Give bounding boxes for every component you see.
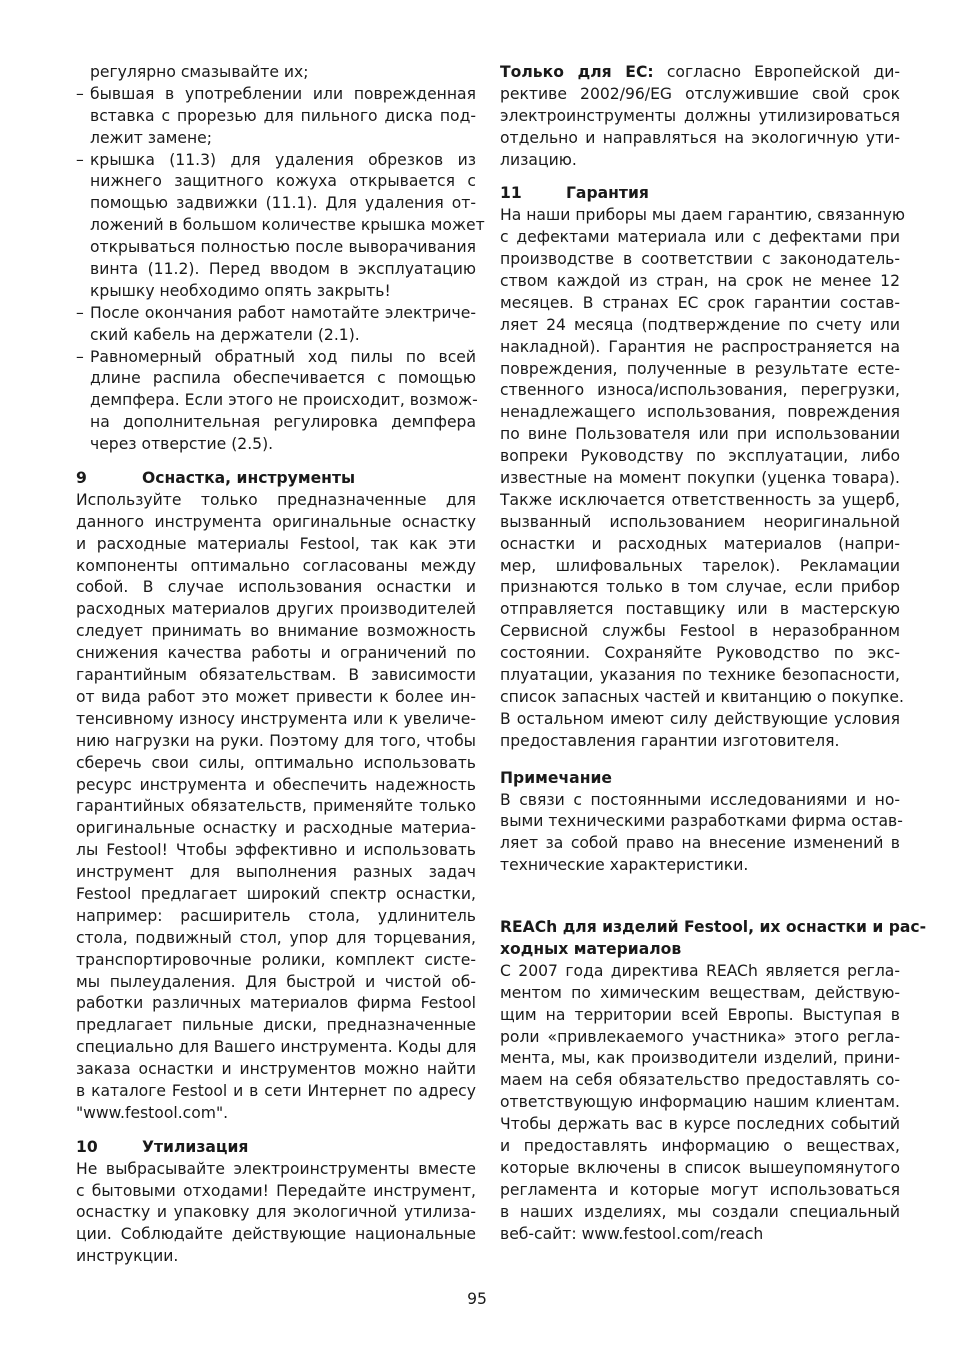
section-title: Гарантия	[566, 184, 649, 203]
text-line: ством каждой из стран, на срок не менее 12	[500, 272, 900, 291]
text-line: нижнего защитного кожуха открывается с	[90, 172, 476, 191]
text-line: по вине Пользователя или при использовании	[500, 425, 900, 444]
text-line: с бытовыми отходами! Передайте инструмент,	[76, 1181, 476, 1200]
text-line: следует принимать во внимание возможность	[76, 622, 476, 641]
text-line: Чтобы держать вас в курсе последних событий	[500, 1115, 900, 1134]
text-line: инструмент для выполнения разных задач	[76, 863, 476, 882]
text-line: оригинальные оснастку и расходные материа-	[76, 819, 476, 838]
section-body	[76, 1159, 476, 1268]
section-heading: Примечание	[500, 768, 612, 787]
text-line: технические характеристики.	[500, 856, 749, 875]
text-line: Равномерный обратный ход пилы по всей	[90, 347, 476, 366]
left-column	[76, 62, 485, 1268]
text-line: регламента и которые могут использоваться	[500, 1180, 900, 1199]
text-line: На наши приборы мы даем гарантию, связанную	[500, 206, 905, 225]
text-fragment: согласно Европейской ди-	[653, 63, 900, 81]
text-line: "www.festool.com".	[76, 1103, 229, 1122]
text-line: электроинструменты должны утилизироваться	[500, 106, 900, 125]
text-line: отправляется поставщику или в мастерскую	[500, 600, 900, 619]
text-line: работки различных материалов фирма Festool	[76, 994, 476, 1013]
text-line: собой. В случае использования оснастки и	[76, 578, 476, 597]
text-line: предлагает пильные диски, предназначенные	[76, 1016, 476, 1035]
text-line: данного инструмента оригинальные оснастку	[76, 512, 476, 531]
text-line: тенсивному износу инструмента или к увеличе-	[76, 709, 476, 728]
page-number: 95	[467, 1290, 487, 1308]
text-line: вызванный использованием неоригинальной	[500, 512, 900, 531]
right-column	[500, 62, 927, 1245]
text-line: Festool предлагает широкий спектр оснастки,	[76, 884, 476, 903]
text-line: сберечь свои силы, оптимально использовать	[76, 753, 476, 772]
text-line: ненадлежащего использования, повреждения	[500, 403, 900, 422]
text-line: Сервисной службы Festool в неразобранном	[500, 622, 900, 641]
text-line: лизацию.	[500, 150, 577, 169]
bullet-dash: –	[76, 150, 84, 169]
text-line: ответствующую информацию нашим клиентам.	[500, 1093, 900, 1112]
text-line: Также исключается ответственность за ущерб,	[500, 490, 900, 509]
section-number: 11	[500, 184, 522, 203]
text-line: и расходные материалы Festool, так как эти	[76, 534, 476, 553]
text-line: винта (11.2). Перед вводом в эксплуатацию	[90, 260, 476, 279]
text-line: рективе 2002/96/EG отслужившие свой срок	[500, 84, 900, 103]
bullet-item	[76, 303, 476, 347]
text-line: бывшая в употреблении или поврежденная	[90, 84, 476, 103]
text-line: лежит замене;	[90, 128, 213, 147]
section-body	[76, 490, 476, 1125]
text-line: демпфера. Если этого не происходит, возмож-	[90, 391, 478, 410]
text-line: известные на момент покупки (уценка товара).	[500, 469, 900, 488]
section-heading	[500, 183, 900, 205]
text-line: ляет за собой право на внесение изменений в	[500, 834, 900, 853]
section-body	[500, 790, 903, 878]
text-line: накладной). Гарантия не распространяется на	[500, 337, 900, 356]
text-line: ский кабель на держатели (2.1).	[90, 325, 360, 344]
section-heading: REACh для изделий Festool, их оснастки и рас-	[500, 918, 927, 937]
section-body	[500, 205, 905, 752]
text-line: длине распила обеспечивается с помощью	[90, 369, 476, 388]
text-line: стола, подвижный стол, упор для торцевания,	[76, 928, 476, 947]
text-line: ляет 24 месяца (подтверждение по счету или	[500, 315, 900, 334]
section-body	[500, 961, 900, 1246]
text-line: транспортировочные ролики, комплект систе-	[76, 950, 476, 969]
text-line: специально для Вашего инструмента. Коды для	[76, 1038, 477, 1057]
text-line: плуатации, указания по технике безопасности,	[500, 666, 900, 685]
text-line: ственного износа/использования, перегрузки,	[500, 381, 900, 400]
text-line: нию нагрузки на руки. Поэтому для того, чтобы	[76, 731, 476, 750]
bullet-item	[76, 84, 476, 150]
text-line: с дефектами материала или с дефектами при	[500, 228, 900, 247]
text-line: регулярно смазывайте их;	[90, 63, 309, 81]
text-line: которые включены в список вышеупомянутого	[500, 1158, 900, 1177]
section-heading: ходных материалов	[500, 939, 682, 958]
text-line: компоненты оптимально согласованы между	[76, 556, 476, 575]
paragraph	[500, 84, 900, 172]
text-line: После окончания работ намотайте электриче-	[90, 303, 476, 322]
text-line: предоставления гарантии изготовителя.	[500, 731, 840, 750]
text-line: ментом по химическим веществам, действую-	[500, 983, 900, 1002]
section-number: 9	[76, 469, 87, 488]
text-line: от вида работ это может привести к более ин-	[76, 687, 476, 706]
text-line: список запасных частей и квитанцию о покупке.	[500, 687, 904, 706]
text-line: через отверстие (2.5).	[90, 435, 274, 454]
text-line: инструкции.	[76, 1247, 179, 1266]
text-line: на дополнительная регулировка демпфера	[90, 413, 476, 432]
text-line: В связи с постоянными исследованиями и но-	[500, 790, 900, 809]
text-line: оснастки и расходных материалов (напри-	[500, 534, 900, 553]
text-line: месяцев. В странах ЕС срок гарантии состав-	[500, 293, 900, 312]
text-line: помощью задвижки (11.1). Для удаления от-	[90, 194, 476, 213]
text-line: заказа оснастки и инструментов можно найти	[76, 1060, 476, 1079]
text-line: мента, мы, как производители изделий, прини-	[500, 1049, 900, 1068]
text-line: состоянии. Сохраняйте Руководство по экс-	[500, 644, 900, 663]
text-line: крышка (11.3) для удаления обрезков из	[90, 150, 476, 169]
text-line: оснастку и упаковку для экологичной утилиза-	[76, 1203, 476, 1222]
section-heading	[76, 468, 476, 490]
text-line: гарантийным обязательствам. В зависимости	[76, 666, 476, 685]
text-line: и предоставлять информацию о веществах,	[500, 1136, 900, 1155]
text-line: гарантийных обязательств, применяйте только	[76, 797, 476, 816]
section-title: Утилизация	[142, 1137, 249, 1156]
text-line: В остальном имеют силу действующие условия	[500, 709, 900, 728]
text-line: например: расширитель стола, удлинитель	[76, 906, 476, 925]
eu-label: Только для ЕС:	[500, 63, 654, 81]
text-line: открываться полностью после выворачивания	[90, 238, 476, 257]
bullet-dash: –	[76, 347, 84, 366]
text-line: выми техническими разработками фирма остав-	[500, 812, 903, 831]
text-line: повреждения, полученные в результате есте-	[500, 359, 900, 378]
text-line: маем на себя обязательство предоставлять со-	[500, 1071, 900, 1090]
text-line: ции. Соблюдайте действующие национальные	[76, 1225, 476, 1244]
text-line: производстве в соответствии с законодатель-	[500, 250, 900, 269]
text-line: ресурс инструмента и обеспечить надежность	[76, 775, 476, 794]
text-line: мер, шлифовальных тарелок). Рекламации	[500, 556, 900, 575]
text-line: Не выбрасывайте электроинструменты вместе	[76, 1159, 476, 1178]
bullet-item	[76, 150, 485, 303]
bullet-dash: –	[76, 303, 84, 322]
section-number: 10	[76, 1137, 98, 1156]
section-heading	[76, 1137, 476, 1159]
text-line	[500, 62, 900, 84]
bullet-dash: –	[76, 84, 84, 103]
text-line: Используйте только предназначенные для	[76, 490, 476, 509]
text-line: отдельно и направляться на экологичную ути-	[500, 128, 900, 147]
text-line: признаются только в том случае, если прибор	[500, 578, 900, 597]
text-line: веб-сайт: www.festool.com/reach	[500, 1224, 764, 1243]
text-line: в каталоге Festool и в сети Интернет по адресу	[76, 1081, 476, 1100]
text-line: С 2007 года директива REACh является регла-	[500, 961, 900, 980]
text-line: щим на территории всей Европы. Выступая в	[500, 1005, 900, 1024]
text-line: мы пылеудаления. Для быстрой и чистой об-	[76, 972, 476, 991]
text-line: в наших изделиях, мы создали специальный	[500, 1202, 900, 1221]
text-line: крышку необходимо опять закрыть!	[90, 281, 391, 300]
text-line: снижения качества работы и ограничений по	[76, 644, 476, 663]
text-line: расходных материалов других производителей	[76, 600, 476, 619]
text-line: лы Festool! Чтобы эффективно и использовать	[76, 841, 476, 860]
text-line: роли «привлекаемого участника» этого регла-	[500, 1027, 900, 1046]
text-line: вставка с прорезью для пильного диска под-	[90, 106, 476, 125]
text-line: вопреки Руководству по эксплуатации, либо	[500, 447, 900, 466]
bullet-item	[76, 347, 476, 456]
text-line: ложений в большом количестве крышка может	[90, 216, 485, 235]
section-title: Оснастка, инструменты	[142, 469, 356, 488]
